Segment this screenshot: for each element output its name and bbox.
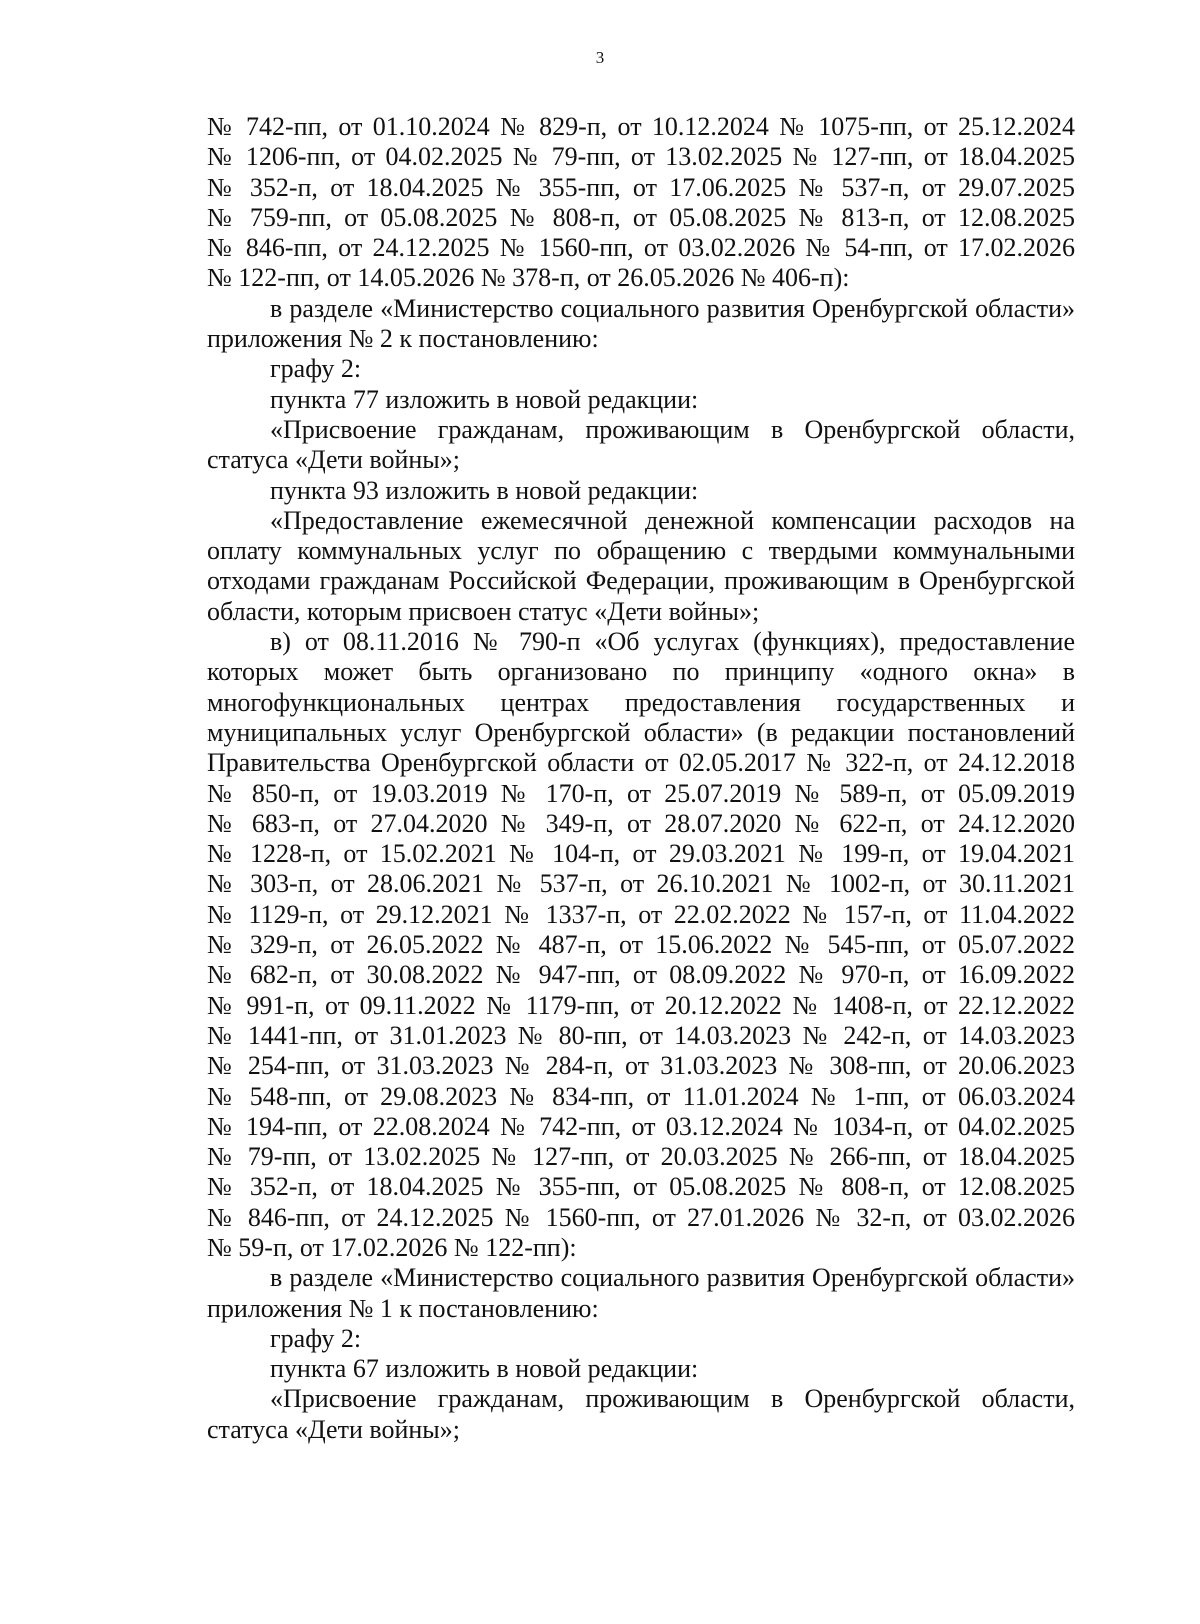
text-line: № 352-п, от 18.04.2025 № 355-пп, от 05.08.2025 № 808-п, от 12.08.2025 [207,1172,1075,1202]
text-line: в) от 08.11.2016 № 790-п «Об услугах (функциях), предоставление [270,627,1075,657]
text-line: графу 2: [270,354,362,384]
text-line: № 59-п, от 17.02.2026 № 122-пп): [207,1232,577,1262]
text-line: «Присвоение гражданам, проживающим в Оренбургской области, [270,414,1075,444]
text-line: № 742-пп, от 01.10.2024 № 829-п, от 10.12.2024 № 1075-пп, от 25.12.2024 [207,112,1075,141]
text-line: № 254-пп, от 31.03.2023 № 284-п, от 31.03.2023 № 308-пп, от 20.06.2023 [207,1051,1075,1081]
text-line: № 79-пп, от 13.02.2025 № 127-пп, от 20.03.2025 № 266-пп, от 18.04.2025 [207,1142,1075,1172]
text-line: № 683-п, от 27.04.2020 № 349-п, от 28.07.2020 № 622-п, от 24.12.2020 [207,808,1075,838]
text-line: № 1129-п, от 29.12.2021 № 1337-п, от 22.02.2022 № 157-п, от 11.04.2022 [207,899,1075,929]
text-line: приложения № 2 к постановлению: [207,324,599,354]
text-line: № 682-п, от 30.08.2022 № 947-пп, от 08.09.2022 № 970-п, от 16.09.2022 [207,960,1075,990]
text-line: № 1228-п, от 15.02.2021 № 104-п, от 29.03.2021 № 199-п, от 19.04.2021 [207,839,1075,869]
text-line: пункта 77 изложить в новой редакции: [270,384,699,414]
text-line: № 850-п, от 19.03.2019 № 170-п, от 25.07.2019 № 589-п, от 05.09.2019 [207,778,1075,808]
text-line: статуса «Дети войны»; [207,445,460,475]
text-line: пункта 93 изложить в новой редакции: [270,475,699,505]
text-line: № 122-пп, от 14.05.2026 № 378-п, от 26.05.2026 № 406-п): [207,263,850,293]
text-line: № 303-п, от 28.06.2021 № 537-п, от 26.10.2021 № 1002-п, от 30.11.2021 [207,869,1075,899]
text-line: области, которым присвоен статус «Дети войны»; [207,596,760,626]
text-line: № 329-п, от 26.05.2022 № 487-п, от 15.06.2022 № 545-пп, от 05.07.2022 [207,930,1075,960]
text-line: муниципальных услуг Оренбургской области» (в редакции постановлений [207,717,1075,747]
text-line: «Предоставление ежемесячной денежной компенсации расходов на [270,505,1075,535]
page-number: 3 [595,48,605,67]
text-line: в разделе «Министерство социального развития Оренбургской области» [270,1263,1075,1293]
text-line: № 1206-пп, от 04.02.2025 № 79-пп, от 13.02.2025 № 127-пп, от 18.04.2025 [207,142,1075,172]
text-line: № 846-пп, от 24.12.2025 № 1560-пп, от 27.01.2026 № 32-п, от 03.02.2026 [207,1202,1075,1232]
text-line: «Присвоение гражданам, проживающим в Оренбургской области, [270,1384,1075,1414]
text-line: № 1441-пп, от 31.01.2023 № 80-пп, от 14.03.2023 № 242-п, от 14.03.2023 [207,1020,1075,1050]
text-line: многофункциональных центрах предоставления государственных и [207,687,1075,717]
text-line: № 352-п, от 18.04.2025 № 355-пп, от 17.06.2025 № 537-п, от 29.07.2025 [207,172,1075,202]
text-line: № 991-п, от 09.11.2022 № 1179-пп, от 20.12.2022 № 1408-п, от 22.12.2022 [207,990,1075,1020]
document-body [207,112,1075,1445]
text-line: в разделе «Министерство социального развития Оренбургской области» [270,293,1075,323]
text-line: которых может быть организовано по принципу «одного окна» в [207,657,1075,687]
text-line: приложения № 1 к постановлению: [207,1293,599,1323]
text-line: № 194-пп, от 22.08.2024 № 742-пп, от 03.12.2024 № 1034-п, от 04.02.2025 [207,1111,1075,1141]
text-line: отходами гражданам Российской Федерации, проживающим в Оренбургской [207,566,1075,596]
text-line: № 548-пп, от 29.08.2023 № 834-пп, от 11.01.2024 № 1-пп, от 06.03.2024 [207,1081,1075,1111]
text-line: № 759-пп, от 05.08.2025 № 808-п, от 05.08.2025 № 813-п, от 12.08.2025 [207,202,1075,232]
text-line: Правительства Оренбургской области от 02.05.2017 № 322-п, от 24.12.2018 [207,748,1075,778]
text-line: оплату коммунальных услуг по обращению с твердыми коммунальными [207,536,1075,566]
text-line: статуса «Дети войны»; [207,1414,460,1444]
text-line: пункта 67 изложить в новой редакции: [270,1354,699,1384]
text-line: графу 2: [270,1323,362,1353]
text-line: № 846-пп, от 24.12.2025 № 1560-пп, от 03.02.2026 № 54-пп, от 17.02.2026 [207,233,1075,263]
